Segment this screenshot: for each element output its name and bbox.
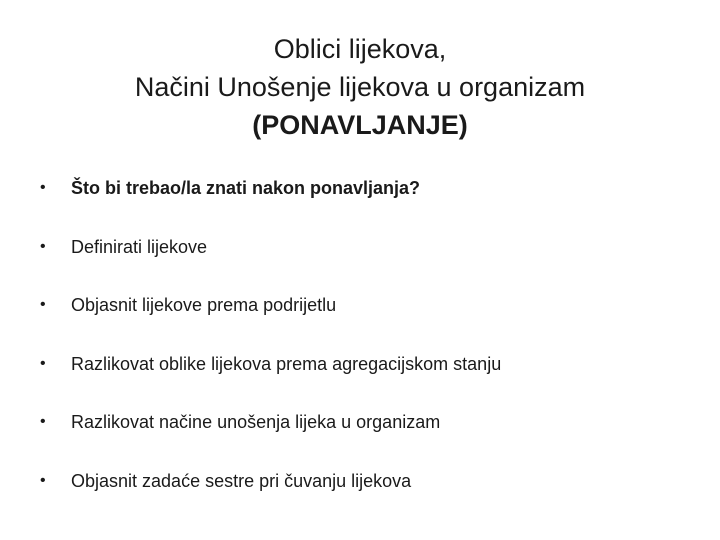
bullet-dot-icon: • — [40, 296, 46, 313]
bullet-text: Objasnit lijekove prema podrijetlu — [71, 295, 337, 315]
bullet-list — [40, 170, 700, 521]
bullet-text: Što bi trebao/la znati nakon ponavljanja? — [71, 178, 421, 198]
title-line-1: Oblici lijekova, — [273, 34, 447, 64]
bullet-item-forms — [40, 346, 700, 405]
slide-title — [0, 30, 720, 144]
bullet-item-routes — [40, 404, 700, 463]
bullet-text: Razlikovat načine unošenja lijeka u organizam — [71, 412, 441, 432]
title-line-2: Načini Unošenje lijekova u organizam — [134, 72, 586, 102]
bullet-text: Objasnit zadaće sestre pri čuvanju lijekova — [71, 470, 412, 491]
bullet-item-define — [40, 229, 700, 288]
bullet-item-origin — [40, 287, 700, 346]
bullet-dot-icon: • — [40, 471, 46, 489]
bullet-dot-icon: • — [40, 413, 46, 430]
bullet-dot-icon: • — [40, 237, 46, 255]
bullet-text: Definirati lijekove — [71, 236, 208, 257]
bullet-item-storage — [40, 463, 700, 522]
bullet-text: Razlikovat oblike lijekova prema agregacijskom stanju — [71, 353, 502, 374]
title-line-3: (PONAVLJANJE) — [252, 110, 468, 140]
bullet-dot-icon: • — [40, 179, 46, 196]
bullet-dot-icon: • — [40, 354, 46, 372]
bullet-item-question — [40, 170, 700, 229]
